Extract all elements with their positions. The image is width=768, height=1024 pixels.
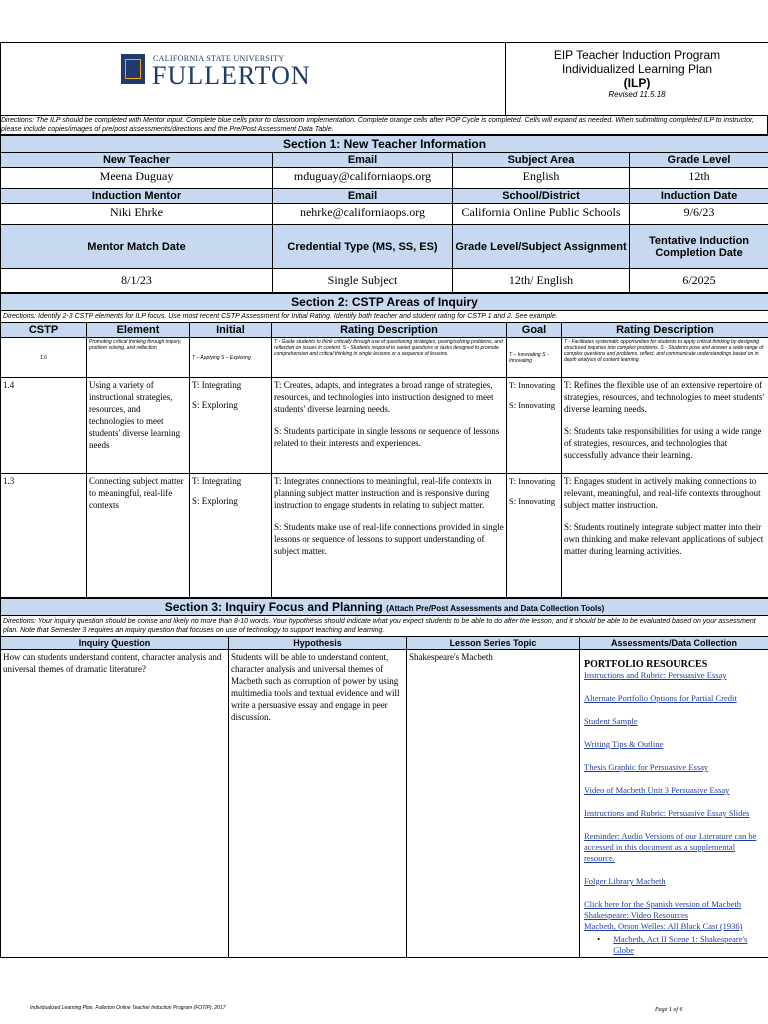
row2-description-student: S: Students make use of real-life connections provided in single lessons or sequence of lessons to support understanding of subject matter. [274, 522, 504, 556]
row1-cstp: 1.4 [1, 378, 87, 474]
teacher-email-value: mduguay@californiaops.org [273, 168, 453, 189]
program-title: EIP Teacher Induction Program [553, 48, 721, 62]
col-assessments: Assessments/Data Collection [580, 637, 768, 650]
section3-title: Section 3: Inquiry Focus and Planning [164, 600, 383, 614]
row2-goal-student: S: Innovating [509, 496, 556, 506]
example-cstp: 1.6 [1, 338, 87, 378]
section2-title: Section 2: CSTP Areas of Inquiry [1, 294, 768, 311]
example-row [1, 338, 768, 378]
bullet-icon: • [597, 934, 601, 944]
section1-table [0, 135, 768, 293]
row2-description [272, 474, 507, 598]
credential-type-value: Single Subject [273, 269, 453, 293]
link-instructions-rubric[interactable]: Instructions and Rubric: Persuasive Essay [584, 670, 727, 680]
row2-initial-teacher: T: Integrating [192, 476, 242, 486]
inquiry-question-value: How can students understand content, character analysis and universal themes of dramatic literature? [1, 650, 229, 958]
link-video-resources[interactable]: Shakespeare: Video Resources [584, 910, 689, 920]
row2-initial-student: S: Exploring [192, 496, 238, 506]
completion-date-value: 6/2025 [630, 269, 768, 293]
label-induction-mentor: Induction Mentor [1, 189, 273, 204]
directions-section3: Directions: Your inquiry question should be conise and likely no more than 8-10 words. Your hypothesis should indicate what you expect students to be able to do after the lesson, and it should be able to be evaluated based on your assessment plan. Note that Semester 3 requires an inquiry question that focuses on use of technology to support teaching and learning. [1, 616, 768, 637]
grade-subject-assignment-value: 12th/ English [453, 269, 630, 293]
label-completion-date: Tentative Induction Completion Date [630, 225, 768, 269]
link-audio-reminder[interactable]: Reminder: Audio Versions of our Literature can be accessed in this document as a supplemental resource. [584, 831, 757, 863]
example-initial: T – Applying S – Exploring [190, 338, 272, 378]
row1-description-student: S: Students participate in single lessons or sequence of lessons related to their interests and experiences. [274, 426, 500, 448]
example-element: Promoting critical thinking through inquiry, problem solving, and reflection [87, 338, 190, 378]
link-student-sample[interactable]: Student Sample [584, 716, 638, 726]
link-essay-slides[interactable]: Instructions and Rubric: Persuasive Essay Slides [584, 808, 750, 818]
lesson-topic-value: Shakespeare's Macbeth [407, 650, 580, 958]
directions-section1: Directions: The ILP should be completed with Mentor input. Complete blue cells prior to classroom implementation. Complete orange cells after POP Cycle is completed. Cells will expand as needed. When submitting completed ILP to instructor, please include copies/images of pre/post assessments/directions and the Pre/Post Assessment Data Table. [0, 116, 768, 135]
csuf-logo [3, 44, 311, 114]
row1-description-teacher: T: Creates, adapts, and integrates a broad range of strategies, resources, and technologies into instruction designed to meet students' diverse learning needs. [274, 380, 494, 414]
row1-goal-description [562, 378, 768, 474]
logo-fullerton-text: FULLERTON [152, 61, 311, 90]
cstp-row [1, 474, 768, 598]
csuf-seal-icon [121, 54, 145, 84]
link-thesis-graphic[interactable]: Thesis Graphic for Persuasive Essay [584, 762, 709, 772]
mentor-email-value: nehrke@californiaops.org [273, 204, 453, 225]
logo-cell [1, 43, 506, 116]
revised-date: Revised 11.5.18 [608, 90, 666, 99]
label-grade-subject-assignment: Grade Level/Subject Assignment [453, 225, 630, 269]
row1-goal-teacher: T: Innovating [509, 380, 556, 390]
section2-table [0, 293, 768, 598]
link-alternate-portfolio[interactable]: Alternate Portfolio Options for Partial Credit [584, 693, 737, 703]
plan-title: Individualized Learning Plan [561, 62, 713, 76]
grade-level-value: 12th [630, 168, 768, 189]
link-writing-tips[interactable]: Writing Tips & Outline [584, 739, 664, 749]
school-district-value: California Online Public Schools [453, 204, 630, 225]
link-orson-welles[interactable]: Macbeth, Orson Welles: All Black Cast (1936) [584, 921, 743, 931]
row1-initial-student: S: Exploring [192, 400, 238, 410]
new-teacher-value: Meena Duguay [1, 168, 273, 189]
section3-title-cell [1, 599, 768, 616]
footer-text: Individualized Learning Plan, Fullerton Online Teacher Induction Program (FOTIP), 2017 [30, 1005, 226, 1011]
plan-abbr: (ILP) [623, 76, 651, 90]
link-folger-library[interactable]: Folger Library Macbeth [584, 876, 666, 886]
label-mentor-email: Email [273, 189, 453, 204]
row1-goal-description-student: S: Students take responsibilities for using a wide range of strategies, resources, and technologies that successfully advance their learning. [564, 426, 762, 460]
label-mentor-match-date: Mentor Match Date [1, 225, 273, 269]
mentor-value: Niki Ehrke [1, 204, 273, 225]
col-rating-description: Rating Description [272, 323, 507, 338]
assessments-cell [580, 650, 768, 958]
ilp-document [0, 42, 768, 958]
section3-table [0, 598, 768, 958]
row1-initial-teacher: T: Integrating [192, 380, 242, 390]
section3-title-suffix: (Attach Pre/Post Assessments and Data Collection Tools) [386, 604, 605, 613]
hypothesis-value: Students will be able to understand content, character analysis and universal themes of Macbeth such as corruption of power by using multimedia tools and textual evidence and will write a persuasive essay and engage in peer discussion. [229, 650, 407, 958]
link-act2-scene1[interactable]: Macbeth, Act II Scene 1: Shakespeare's Globe [613, 934, 748, 955]
col-element: Element [87, 323, 190, 338]
label-subject-area: Subject Area [453, 153, 630, 168]
portfolio-heading: PORTFOLIO RESOURCES [584, 659, 708, 670]
row2-description-teacher: T: Integrates connections to meaningful, real-life contexts in planning subject matter instruction and is responsive during instruction to engage students in relating to subject matter. [274, 476, 492, 510]
subject-area-value: English [453, 168, 630, 189]
col-cstp: CSTP [1, 323, 87, 338]
label-school-district: School/District [453, 189, 630, 204]
col-goal-rating-description: Rating Description [562, 323, 768, 338]
col-goal: Goal [507, 323, 562, 338]
col-inquiry-question: Inquiry Question [1, 637, 229, 650]
row1-element: Using a variety of instructional strategies, resources, and technologies to meet students' diverse learning needs [87, 378, 190, 474]
row1-initial [190, 378, 272, 474]
label-grade-level: Grade Level [630, 153, 768, 168]
induction-date-value: 9/6/23 [630, 204, 768, 225]
directions-section2: Directions: Identify 2-3 CSTP elements for ILP focus. Use most recent CSTP Assessment for Initial Rating. Identify both teacher and student rating for CSTP 1 and 2. See example. [1, 311, 768, 323]
row1-goal [507, 378, 562, 474]
label-induction-date: Induction Date [630, 189, 768, 204]
col-hypothesis: Hypothesis [229, 637, 407, 650]
page-number: Page 1 of 6 [655, 1007, 683, 1013]
section1-title: Section 1: New Teacher Information [1, 136, 768, 153]
row2-goal-description [562, 474, 768, 598]
example-goal: T – Innovating S - Innovating [507, 338, 562, 378]
row2-cstp: 1.3 [1, 474, 87, 598]
link-spanish-version[interactable]: Click here for the Spanish version of Macbeth [584, 899, 741, 909]
row2-goal-description-student: S: Students routinely integrate subject matter into their own thinking and make relevant applications of subject matter during learning activities. [564, 522, 764, 556]
row1-goal-description-teacher: T: Refines the flexible use of an extensive repertoire of strategies, resources, and technologies to meet students' diverse learning needs. [564, 380, 765, 414]
example-goal-description: T - Facilitates systematic opportunities for students to apply critical thinking by designing structured inquiries into complex problems. S - Students pose and answer a wide-range of complex questions and problems, reflect, and communicate understandings based on in depth analysis of content learning. [562, 338, 768, 378]
mentor-match-date-value: 8/1/23 [1, 269, 273, 293]
bullet-item [584, 934, 766, 956]
row2-goal-description-teacher: T: Engages student in actively making connections to relevant, meaningful, and real-life contexts throughout subject matter instruction. [564, 476, 761, 510]
label-new-teacher: New Teacher [1, 153, 273, 168]
row2-initial [190, 474, 272, 598]
link-video-persuasive-essay[interactable]: Video of Macbeth Unit 3 Persuasive Essay [584, 785, 730, 795]
example-description: T - Guide students to think critically through use of questioning strategies, posing/solving problems, and reflection on issues in content. S - Students respond to varied questions or tasks designed to promote comprehension and critical thinking in single lessons or a sequence of lessons. [272, 338, 507, 378]
label-credential-type: Credential Type (MS, SS, ES) [273, 225, 453, 269]
header-table [0, 42, 768, 116]
logo-university-text: CALIFORNIA STATE UNIVERSITY [153, 54, 285, 63]
row1-goal-student: S: Innovating [509, 400, 556, 410]
label-email: Email [273, 153, 453, 168]
program-title-cell [506, 43, 768, 116]
col-initial: Initial [190, 323, 272, 338]
cstp-row [1, 378, 768, 474]
col-lesson-series-topic: Lesson Series Topic [407, 637, 580, 650]
row2-element: Connecting subject matter to meaningful, real-life contexts [87, 474, 190, 598]
row1-description [272, 378, 507, 474]
row2-goal-teacher: T: Innovating [509, 476, 556, 486]
row2-goal [507, 474, 562, 598]
